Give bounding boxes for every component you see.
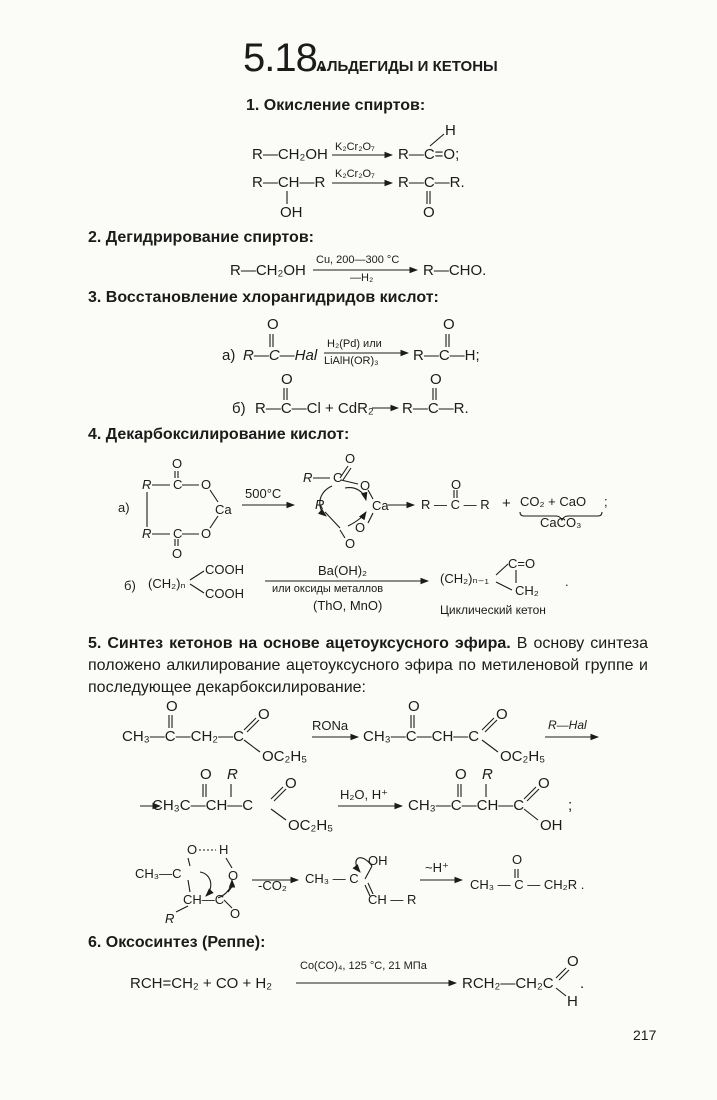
r3b-right: R—C—R. <box>402 400 469 417</box>
r1b-o: O <box>423 204 435 221</box>
r4a-m-co1 <box>340 466 348 478</box>
r4b-caption: Циклический кетон <box>440 603 546 617</box>
r5c-bond-cc <box>188 880 190 892</box>
r4b-bond2 <box>190 584 204 593</box>
r6-dot: . <box>580 975 585 992</box>
r4b-cooh2: COOH <box>205 586 244 601</box>
r4a-ring-oca1 <box>210 490 218 502</box>
r5c-ch: CH—C <box>183 892 225 907</box>
r6-co1 <box>556 968 566 978</box>
page-number: 217 <box>633 1027 657 1043</box>
r4a-m-oca2 <box>368 513 373 523</box>
r4a-o-top: O <box>172 456 183 471</box>
r4b-bond1 <box>190 571 204 580</box>
r5c-o-top: O <box>187 842 198 857</box>
r5c-curve1 <box>200 872 211 896</box>
r3a-o1: O <box>267 316 279 333</box>
r1a-left: R—CH₂OH <box>252 146 328 163</box>
r4a-m-rc2 <box>325 512 340 528</box>
r4a-semi: ; <box>604 494 608 509</box>
r4a-co2-cao: CO₂ + CaO <box>520 494 587 509</box>
r5a-o1: O <box>166 698 178 715</box>
r5b-right: CH₃—C—CH—C <box>408 797 525 814</box>
r2-left: R—CH₂OH <box>230 262 306 279</box>
r6-right: RCH₂—CH₂C <box>462 975 554 992</box>
r4b-cooh1: COOH <box>205 562 244 577</box>
r6-co2 <box>559 970 569 980</box>
r4a-conditions: 500°C <box>245 486 282 501</box>
r3a-prefix: а) <box>222 347 236 364</box>
r4a-m-curve1 <box>320 486 332 516</box>
r5a-o2: O <box>258 706 270 723</box>
r5a-oc2h5-2: OC₂H₅ <box>500 748 546 765</box>
section-5-text: В основу синтеза положено алкилирование ацетоуксусного эфира по метиленовой группе и последующее декарбоксилирование: <box>88 635 648 696</box>
r3a-below: LiAlH(OR)₃ <box>324 355 379 367</box>
r4b-below2: (ThO, MnO) <box>313 598 383 613</box>
r5a-o4: O <box>496 706 508 723</box>
r2-above: Cu, 200—300 °C <box>316 254 400 266</box>
r5a-left: CH₃—C—CH₂—C <box>122 728 244 745</box>
r5b-coh <box>524 809 538 820</box>
r5b-co4b <box>527 789 539 801</box>
r4a-ca: Ca <box>215 502 232 517</box>
r3b-prefix: б) <box>232 400 246 417</box>
r4a-product: R — C — R <box>421 497 490 512</box>
section-5-title: 5. Синтез кетонов на основе ацетоуксусного эфира. <box>88 635 511 652</box>
r5b-oh: OH <box>540 817 563 834</box>
r5b-o4: O <box>538 775 550 792</box>
r5c-o-bot: O <box>230 906 241 921</box>
r2-right: R—CHO. <box>423 262 487 279</box>
r4b-dot: . <box>565 574 569 589</box>
r5c-bond-co <box>188 858 190 866</box>
r4a-plus: + <box>502 495 511 512</box>
section-6-title: 6. Оксосинтез (Реппе): <box>88 934 266 951</box>
r4a-r-top: R <box>142 477 152 492</box>
r4a-o-m-bot: O <box>345 536 356 551</box>
r4a-r-m-top: R <box>303 470 313 485</box>
r5c-enol-o <box>365 866 372 879</box>
r1a-right: R—C=O; <box>398 146 460 163</box>
r5c-r: R <box>165 911 175 926</box>
r4b-left: (CH₂)ₙ <box>148 576 186 591</box>
r3b-o1: O <box>281 371 293 388</box>
r4a-o-prod: O <box>451 477 462 492</box>
r4a-m-co3 <box>340 530 345 538</box>
r5c-right: CH₃ — C — CH₂R . <box>470 877 585 892</box>
r5c-bond-co-bot <box>224 900 232 908</box>
r5a-co4a <box>482 718 494 730</box>
r4b-product3: CH₂ <box>515 583 539 598</box>
r5b-co4a <box>524 787 536 799</box>
r5a-co2b <box>247 720 259 732</box>
section-1-title: 1. Окисление спиртов: <box>246 97 426 114</box>
r5b-o2: O <box>285 775 297 792</box>
r4a-o-m-r1: O <box>360 478 371 493</box>
r4b-product1: (CH₂)ₙ₋₁ <box>440 571 489 586</box>
r5c-oh: OH <box>368 853 388 868</box>
r3a-o2: O <box>443 316 455 333</box>
r5c-mid2: CH — R <box>368 892 417 907</box>
r4a-m-co1b <box>343 468 351 480</box>
r4b-above: Ba(OH)₂ <box>318 563 368 578</box>
r5a-reagent1: RONa <box>312 718 349 733</box>
r1a-h: H <box>445 122 456 139</box>
r5a-co4b <box>485 720 497 732</box>
r5a-oc2h5: OC₂H₅ <box>262 748 308 765</box>
r5c-bond-r <box>176 906 188 912</box>
r5c-reagent2: ~H⁺ <box>425 860 449 875</box>
r4a-m-oca1 <box>368 490 373 499</box>
r5b-co2b <box>274 789 286 801</box>
r5b-r1: R <box>227 766 238 783</box>
r5b-co2a <box>271 787 283 799</box>
r5c-h: H <box>219 842 229 857</box>
r5c-o-ring: O <box>228 868 239 883</box>
r4a-prefix: а) <box>118 500 130 515</box>
r4a-brace <box>520 512 602 520</box>
r4a-ca-m: Ca <box>372 498 389 513</box>
r4a-o-m-top: O <box>345 451 356 466</box>
r4a-r-bot: R <box>142 526 152 541</box>
r4a-c-bot: C <box>173 526 183 541</box>
r5c-o-right: O <box>512 852 523 867</box>
r5c-left: CH₃—C <box>135 866 182 881</box>
r4a-o-m-r2: O <box>355 520 366 535</box>
r1b-right: R—C—R. <box>398 174 465 191</box>
r3a-above: H₂(Pd) или <box>327 338 382 350</box>
r5c-bond-ho <box>226 858 232 868</box>
r1b-reagent: K₂Cr₂O₇ <box>335 168 375 180</box>
r4a-ring-oca2 <box>210 516 218 528</box>
r5b-r2: R <box>482 766 493 783</box>
r5a-coet <box>244 740 260 752</box>
r1b-left: R—CH—R <box>252 174 326 191</box>
r1a-reagent: K₂Cr₂O₇ <box>335 141 375 153</box>
r5b-o3: O <box>455 766 467 783</box>
r5a-o3: O <box>408 698 420 715</box>
section-2-title: 2. Дегидрирование спиртов: <box>88 229 314 246</box>
r4a-r-m: R <box>315 497 325 512</box>
r4a-c-m-top: C <box>333 470 343 485</box>
r5a-reagent2: R—Hal <box>548 718 587 732</box>
section-4-title: 4. Декарбоксилирование кислот: <box>88 426 350 443</box>
r4a-o-ring2: O <box>201 526 212 541</box>
r5b-semi: ; <box>568 797 573 814</box>
r5b-reagent: H₂O, H⁺ <box>340 787 389 802</box>
r4a-caco3: CaCO₃ <box>540 515 582 530</box>
r5b-left: CH₃C—CH—C <box>152 797 254 814</box>
r5b-coet <box>271 809 286 820</box>
r1a-h-bond <box>430 134 444 146</box>
r5b-o1: O <box>200 766 212 783</box>
r4b-ring2 <box>496 582 512 590</box>
r6-left: RCH=CH₂ + CO + H₂ <box>130 975 273 992</box>
r4a-m-co2 <box>341 480 358 484</box>
r3b-o2: O <box>430 371 442 388</box>
r3a-left: R—C—Hal <box>243 347 318 364</box>
r5c-reagent: -CO₂ <box>258 878 287 893</box>
r2-below: —H₂ <box>350 272 374 284</box>
r5a-co2a <box>244 718 256 730</box>
r6-o: O <box>567 953 579 970</box>
r4b-ring1 <box>496 564 508 575</box>
r4a-m-curve3 <box>348 512 366 526</box>
r4a-m-curve2 <box>345 488 366 500</box>
r6-ch <box>556 988 566 996</box>
section-3-title: 3. Восстановление хлорангидридов кислот: <box>88 289 439 306</box>
r6-above: Co(CO)₄, 125 °C, 21 МПа <box>300 960 427 972</box>
r4a-c-top: C <box>173 477 183 492</box>
section-number: 5.18. <box>243 36 327 80</box>
r4b-prefix: б) <box>124 578 136 593</box>
r1b-oh: OH <box>280 204 303 221</box>
r5c-mid1: CH₃ — C <box>305 871 359 886</box>
r4b-product2: C=O <box>508 556 536 571</box>
r3b-left: R—C—Cl + CdR₂ <box>255 400 374 417</box>
r5b-oc2h5: OC₂H₅ <box>288 817 334 834</box>
r4a-o-ring1: O <box>201 477 212 492</box>
r5a-coet2 <box>482 740 498 752</box>
r5a-mid: CH₃—C—CH—C <box>363 728 480 745</box>
r4b-below1: или оксиды металлов <box>272 583 384 595</box>
page-title: АЛЬДЕГИДЫ И КЕТОНЫ <box>316 58 498 75</box>
r3a-right: R—C—H; <box>413 347 480 364</box>
r4a-o-bot: O <box>172 546 183 561</box>
r6-h: H <box>567 993 578 1010</box>
